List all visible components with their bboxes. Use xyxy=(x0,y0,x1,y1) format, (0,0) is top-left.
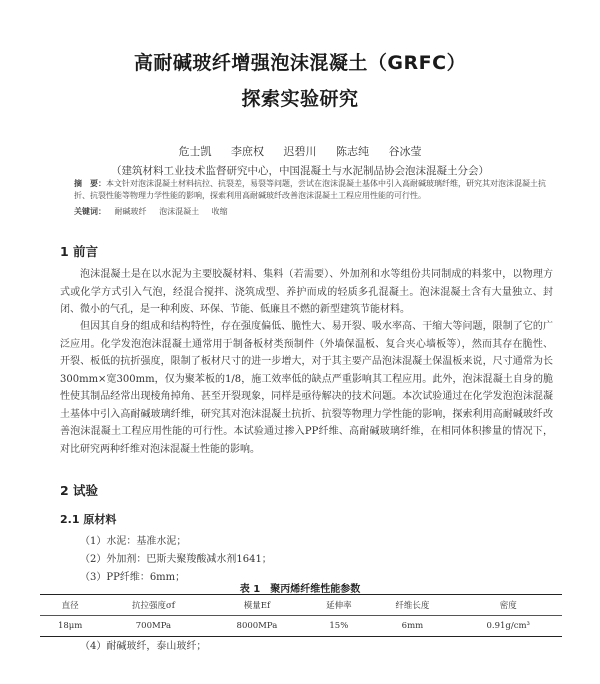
abstract-label: 摘 要： xyxy=(74,178,106,188)
fiber-properties-table xyxy=(40,594,562,637)
table-header-cell: 直径 xyxy=(61,601,79,611)
table-header-cell: 密度 xyxy=(499,601,517,611)
table-cell: 700MPa xyxy=(135,621,172,631)
subsection-heading-materials: 2.1 原材料 xyxy=(60,513,117,526)
table-header-cell: 模量Ef xyxy=(243,601,271,611)
table-cell: 6mm xyxy=(401,621,424,631)
author-name: 迟碧川 xyxy=(283,145,317,158)
keyword: 泡沫混凝土 xyxy=(159,207,200,216)
affiliation: （建筑材料工业技术监督研究中心，中国混凝土与水泥制品协会泡沫混凝土分会） xyxy=(111,165,489,177)
table-header-cell: 抗拉强度σf xyxy=(131,601,175,611)
section-heading-intro: 1 前言 xyxy=(60,244,99,259)
table-caption: 表 1 聚丙烯纤维性能参数 xyxy=(239,584,361,595)
abstract xyxy=(74,177,552,202)
material-item: （1）水泥：基准水泥； xyxy=(80,536,187,547)
table-row xyxy=(40,616,562,637)
keyword: 收缩 xyxy=(211,207,228,216)
material-item: （4）耐碱玻纤，泰山玻纤； xyxy=(80,641,207,652)
keywords-label: 关键词： xyxy=(74,206,106,216)
paper-title-line1: 高耐碱玻纤增强泡沫混凝土（GRFC） xyxy=(133,52,467,74)
table-cell: 8000MPa xyxy=(236,621,278,631)
table-cell: 18μm xyxy=(57,621,83,631)
table-header-row xyxy=(40,595,562,616)
keywords xyxy=(74,206,238,217)
abstract-text: 本文针对泡沫混凝土材料抗拉、抗裂差，易裂等问题，尝试在泡沫混凝土基体中引入高耐碱玻璃纤维，研究其对泡沫混凝土抗折、抗裂性能等物理力学性能的影响，探索利用高耐碱玻纤改善泡沫混凝土工程应用性能的可行性。 xyxy=(74,179,546,200)
table-cell: 15% xyxy=(329,621,349,631)
material-item: （2）外加剂：巴斯夫聚羧酸减水剂1641； xyxy=(80,554,272,565)
intro-paragraph-1: 泡沫混凝土是在以水泥为主要胶凝材料、集料（若需要）、外加剂和水等组份共同制成的料浆中，以物理方式或化学方式引入气泡，经混合搅拌、浇筑成型、养护而成的轻质多孔混凝土。泡沫混凝土含有大量独立、封闭、微小的气孔，是一种利废、环保、节能、低廉且不燃的新型建筑节能材料。 xyxy=(60,269,553,315)
section-heading-experiment: 2 试验 xyxy=(60,483,99,498)
intro-paragraph-2: 但因其自身的组成和结构特性，存在强度偏低、脆性大、易开裂、吸水率高、干缩大等问题，限制了它的广泛应用。化学发泡泡沫混凝土通常用于制备板材类预制件（外墙保温板、复合夹心墙板等），然而其存在脆性、开裂、板低的抗折强度，限制了板材尺寸的进一步增大，对于其主要产品泡沫混凝土保温板来说，尺寸通常为长300mm×宽300mm，仅为聚苯板的1/8，施工效率低的缺点严重影响其工程应用。此外，泡沫混凝土自身的脆性使其制品经常出现棱角掉角、甚至开裂现象，同样是亟待解决的技术问题。本次试验通过在化学发泡泡沫混凝土基体中引入高耐碱玻璃纤维，研究其对泡沫混凝土抗折、抗裂等物理力学性能的影响，探索利用高耐碱玻纤改善泡沫混凝土工程应用性能的可行性。本试验通过掺入PP纤维、高耐碱玻璃纤维，在相同体积掺量的情况下，对比研究两种纤维对泡沫混凝土性能的影响。 xyxy=(60,321,553,455)
author-name: 危士凯 xyxy=(178,145,212,158)
table-header-cell: 纤维长度 xyxy=(395,601,430,611)
table-header-cell: 延伸率 xyxy=(326,601,352,611)
author-list xyxy=(0,143,600,159)
author-name: 谷冰莹 xyxy=(388,145,422,158)
paper-title-line2: 探索实验研究 xyxy=(241,88,359,110)
material-item: （3）PP纤维：6mm； xyxy=(80,572,186,583)
author-name: 陈志纯 xyxy=(336,145,369,158)
table-cell: 0.91g/cm³ xyxy=(486,621,530,631)
author-name: 李庶权 xyxy=(231,145,264,158)
keyword: 耐碱玻纤 xyxy=(114,207,147,216)
